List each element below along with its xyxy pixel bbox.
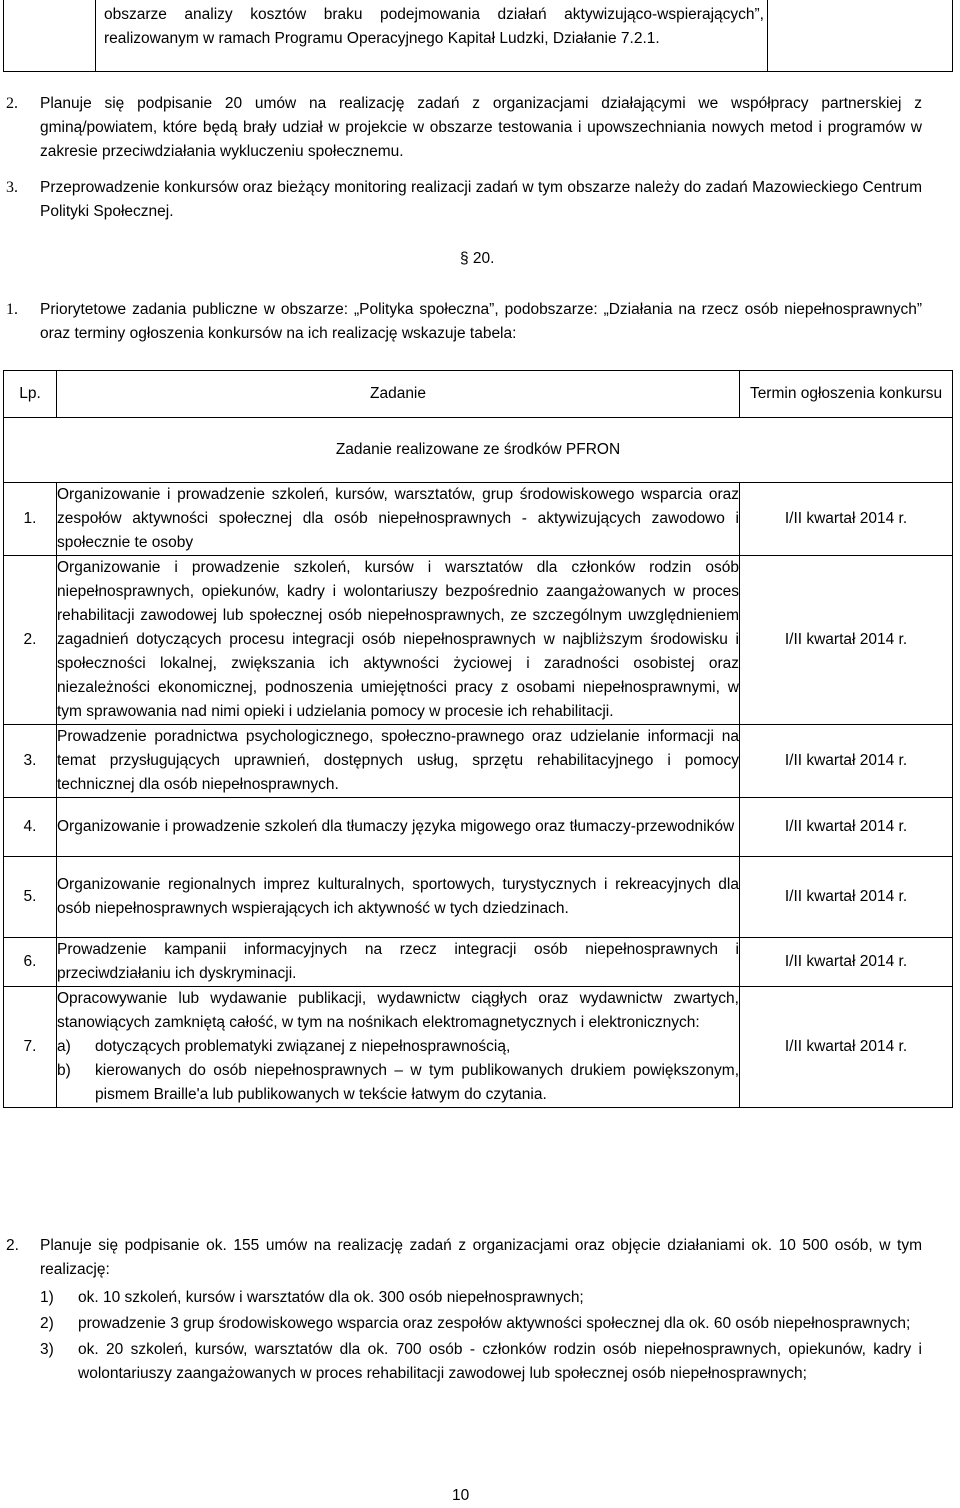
table-row (4, 857, 953, 938)
row-task: Organizowanie i prowadzenie szkoleń dla tłumaczy języka migowego oraz tłumaczy-przewodników (57, 798, 740, 857)
table-row (4, 725, 953, 798)
row-task: Prowadzenie kampanii informacyjnych na rzecz integracji osób niepełnosprawnych i przeciwdziałaniu ich dyskryminacji. (57, 938, 740, 987)
sub-item (57, 1059, 739, 1107)
row-term: I/II kwartał 2014 r. (740, 725, 953, 798)
sub-item-text: kierowanych do osób niepełnosprawnych – w tym publikowanych drukiem powiększonym, pismem Braille'a lub publikowanych w tekście łatwym do czytania. (95, 1062, 739, 1103)
paragraph-text: Planuje się podpisanie ok. 155 umów na realizację zadań z organizacjami oraz objęcie działaniami ok. 10 500 osób, w tym realizację: (40, 1237, 922, 1278)
paragraph-number: 2. (6, 1237, 19, 1254)
tasks-table (3, 370, 953, 1108)
table-divider (95, 0, 96, 71)
row-term: I/II kwartał 2014 r. (740, 857, 953, 938)
row-lp: 5. (4, 857, 57, 938)
paragraph-text: Planuje się podpisanie 20 umów na realizację zadań z organizacjami działającymi we współpracy partnerskiej z gminą/powiatem, które będą brały udział w projekcie w obszarze testowania i upowszechniania nowych metod i programów w zakresie przeciwdziałania wykluczeniu społecznemu. (40, 95, 922, 160)
row-term: I/II kwartał 2014 r. (740, 483, 953, 556)
list-item-text: ok. 20 szkoleń, kursów, warsztatów dla ok. 700 osób - członków rodzin osób niepełnosprawnych, opiekunów, kadry i wolontariuszy zaangażowanych w proces rehabilitacji zawodowej lub społecznej osób niepełnosprawnych; (78, 1341, 922, 1382)
row-lp: 3. (4, 725, 57, 798)
row-lp: 6. (4, 938, 57, 987)
header-term: Termin ogłoszenia konkursu (740, 371, 953, 418)
list-item (40, 1312, 922, 1336)
list-item-label: 1) (40, 1289, 54, 1306)
top-table-fragment (3, 0, 953, 72)
sub-item-text: dotyczących problematyki związanej z niepełnosprawnością, (95, 1038, 511, 1055)
row-task (57, 987, 740, 1108)
table-divider (767, 0, 768, 71)
table-group-row (4, 418, 953, 483)
row-task-intro: Opracowywanie lub wydawanie publikacji, wydawnictw ciągłych oraz wydawnictw zwartych, stanowiących zamkniętą całość, w tym na nośnikach elektromagnetycznych i elektronicznych: (57, 990, 739, 1031)
row-task: Prowadzenie poradnictwa psychologicznego, społeczno-prawnego oraz udzielanie informacji na temat przysługujących uprawnień, dostępnych usług, sprzętu rehabilitacyjnego i pomocy technicznej dla osób niepełnosprawnych. (57, 725, 740, 798)
table-row (4, 987, 953, 1108)
row-lp: 2. (4, 556, 57, 725)
sub-item-label: a) (57, 1038, 71, 1055)
paragraph-number: 1. (6, 301, 18, 318)
paragraph-number: 3. (6, 179, 18, 196)
list-item (40, 1338, 922, 1386)
paragraph-number: 2. (6, 95, 18, 112)
table-header-row (4, 371, 953, 418)
row-task: Organizowanie i prowadzenie szkoleń, kursów i warsztatów dla członków rodzin osób niepełnosprawnych, opiekunów, kadry i wolontariuszy bezpośrednio zaangażowanych w proces rehabilitacji zawodowej lub społecznej osób niepełnosprawnych, ze szczególnym uwzględnieniem zagadnień dotyczących procesu integracji osób niepełnosprawnych w najbliższym środowisku i społeczności lokalnej, zwiększania ich aktywności życiowej i zaradności osobistej oraz niezależności ekonomicznej, podnoszenia umiejętności pracy z osobami niepełnosprawnymi, w tym sprawowania nad nimi opieki i udzielania pomocy w procesie ich rehabilitacji. (57, 556, 740, 725)
row-term: I/II kwartał 2014 r. (740, 987, 953, 1108)
table-row (4, 556, 953, 725)
list-item-label: 3) (40, 1341, 54, 1358)
section-heading: § 20. (460, 250, 495, 267)
row-lp: 4. (4, 798, 57, 857)
list-item (40, 1286, 922, 1310)
table-row (4, 483, 953, 556)
row-term: I/II kwartał 2014 r. (740, 938, 953, 987)
table-row (4, 938, 953, 987)
page-number: 10 (452, 1487, 470, 1504)
list-item-text: ok. 10 szkoleń, kursów i warsztatów dla ok. 300 osób niepełnosprawnych; (78, 1289, 584, 1306)
row-lp: 7. (4, 987, 57, 1108)
paragraph-text: Priorytetowe zadania publiczne w obszarze: „Polityka społeczna”, podobszarze: „Działania na rzecz osób niepełnosprawnych” oraz terminy ogłoszenia konkursów na ich realizację wskazuje tabela: (40, 301, 922, 342)
after-list (40, 1286, 922, 1386)
row-lp: 1. (4, 483, 57, 556)
list-item-label: 2) (40, 1315, 54, 1332)
row-term: I/II kwartał 2014 r. (740, 556, 953, 725)
header-task: Zadanie (57, 371, 740, 418)
paragraph-text: Przeprowadzenie konkursów oraz bieżący monitoring realizacji zadań w tym obszarze należy do zadań Mazowieckiego Centrum Polityki Społecznej. (40, 179, 922, 220)
row-task: Organizowanie i prowadzenie szkoleń, kursów, warsztatów, grup środowiskowego wsparcia oraz zespołów aktywności społecznej dla osób niepełnosprawnych - aktywizujących zawodowo i społecznie te osoby (57, 483, 740, 556)
group-title: Zadanie realizowane ze środków PFRON (4, 418, 953, 483)
sub-item-label: b) (57, 1062, 71, 1079)
row-term: I/II kwartał 2014 r. (740, 798, 953, 857)
list-item-text: prowadzenie 3 grup środowiskowego wsparcia oraz zespołów aktywności społecznej dla ok. 60 osób niepełnosprawnych; (78, 1315, 911, 1332)
sub-item (57, 1035, 739, 1059)
header-lp: Lp. (4, 371, 57, 418)
table-row (4, 798, 953, 857)
top-table-text: obszarze analizy kosztów braku podejmowania działań aktywizująco-wspierających”, realizowanym w ramach Programu Operacyjnego Kapitał Ludzki, Działanie 7.2.1. (104, 6, 764, 47)
row-task: Organizowanie regionalnych imprez kulturalnych, sportowych, turystycznych i rekreacyjnych dla osób niepełnosprawnych wspierających ich aktywność w tych dziedzinach. (57, 857, 740, 938)
